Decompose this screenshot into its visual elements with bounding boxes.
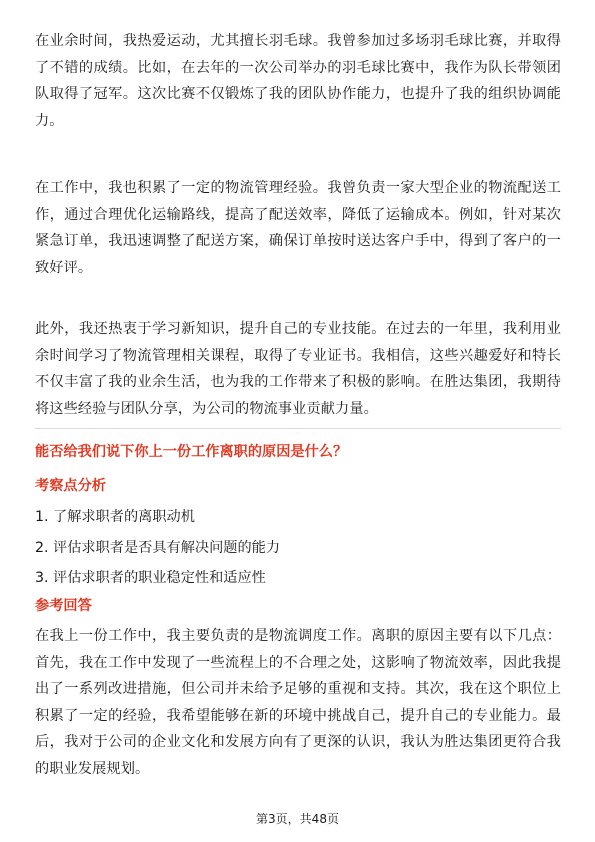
interview-question: 能否给我们说下你上一份工作离职的原因是什么？ bbox=[35, 444, 348, 460]
answer-paragraph: 在我上一份工作中，我主要负责的是物流调度工作。离职的原因主要有以下几点：首先，我在工作中发现了一些流程上的不合理之处，这影响了物流效率，因此我提出了一系列改进措施，但公司并未给予足够的重视和支持。其次，我在这个职位上积累了一定的经验，我希望能够在新的环境中挑战自己，提升自己的专业能力。最后，我对于公司的企业文化和发展方向有了更深的认识，我认为胜达集团更符合我的职业发展规划。 bbox=[35, 628, 561, 777]
analysis-item: 1. 了解求职者的离职动机 bbox=[35, 509, 195, 525]
analysis-item: 2. 评估求职者是否具有解决问题的能力 bbox=[35, 540, 281, 556]
answer-label: 参考回答 bbox=[35, 598, 92, 614]
analysis-item: 3. 评估求职者的职业稳定性和适应性 bbox=[35, 570, 266, 586]
section-divider bbox=[35, 428, 561, 429]
paragraph-learning: 此外，我还热衷于学习新知识，提升自己的专业技能。在过去的一年里，我利用业余时间学习了物流管理相关课程，取得了专业证书。我相信，这些兴趣爱好和特长不仅丰富了我的业余生活，也为我的工作带来了积极的影响。在胜达集团，我期待将这些经验与团队分享，为公司的物流事业贡献力量。 bbox=[35, 321, 561, 417]
paragraph-logistics-experience: 在工作中，我也积累了一定的物流管理经验。我曾负责一家大型企业的物流配送工作，通过合理优化运输路线，提高了配送效率，降低了运输成本。例如，针对某次紧急订单，我迅速调整了配送方案，确保订单按时送达客户手中，得到了客户的一致好评。 bbox=[35, 180, 561, 276]
analysis-label: 考察点分析 bbox=[35, 478, 106, 494]
page-number: 第3页，共48页 bbox=[256, 812, 339, 826]
paragraph-hobbies: 在业余时间，我热爱运动，尤其擅长羽毛球。我曾参加过多场羽毛球比赛，并取得了不错的成绩。比如，在去年的一次公司举办的羽毛球比赛中，我作为队长带领团队取得了冠军。这次比赛不仅锻炼了我的团队协作能力，也提升了我的组织协调能力。 bbox=[35, 33, 561, 129]
